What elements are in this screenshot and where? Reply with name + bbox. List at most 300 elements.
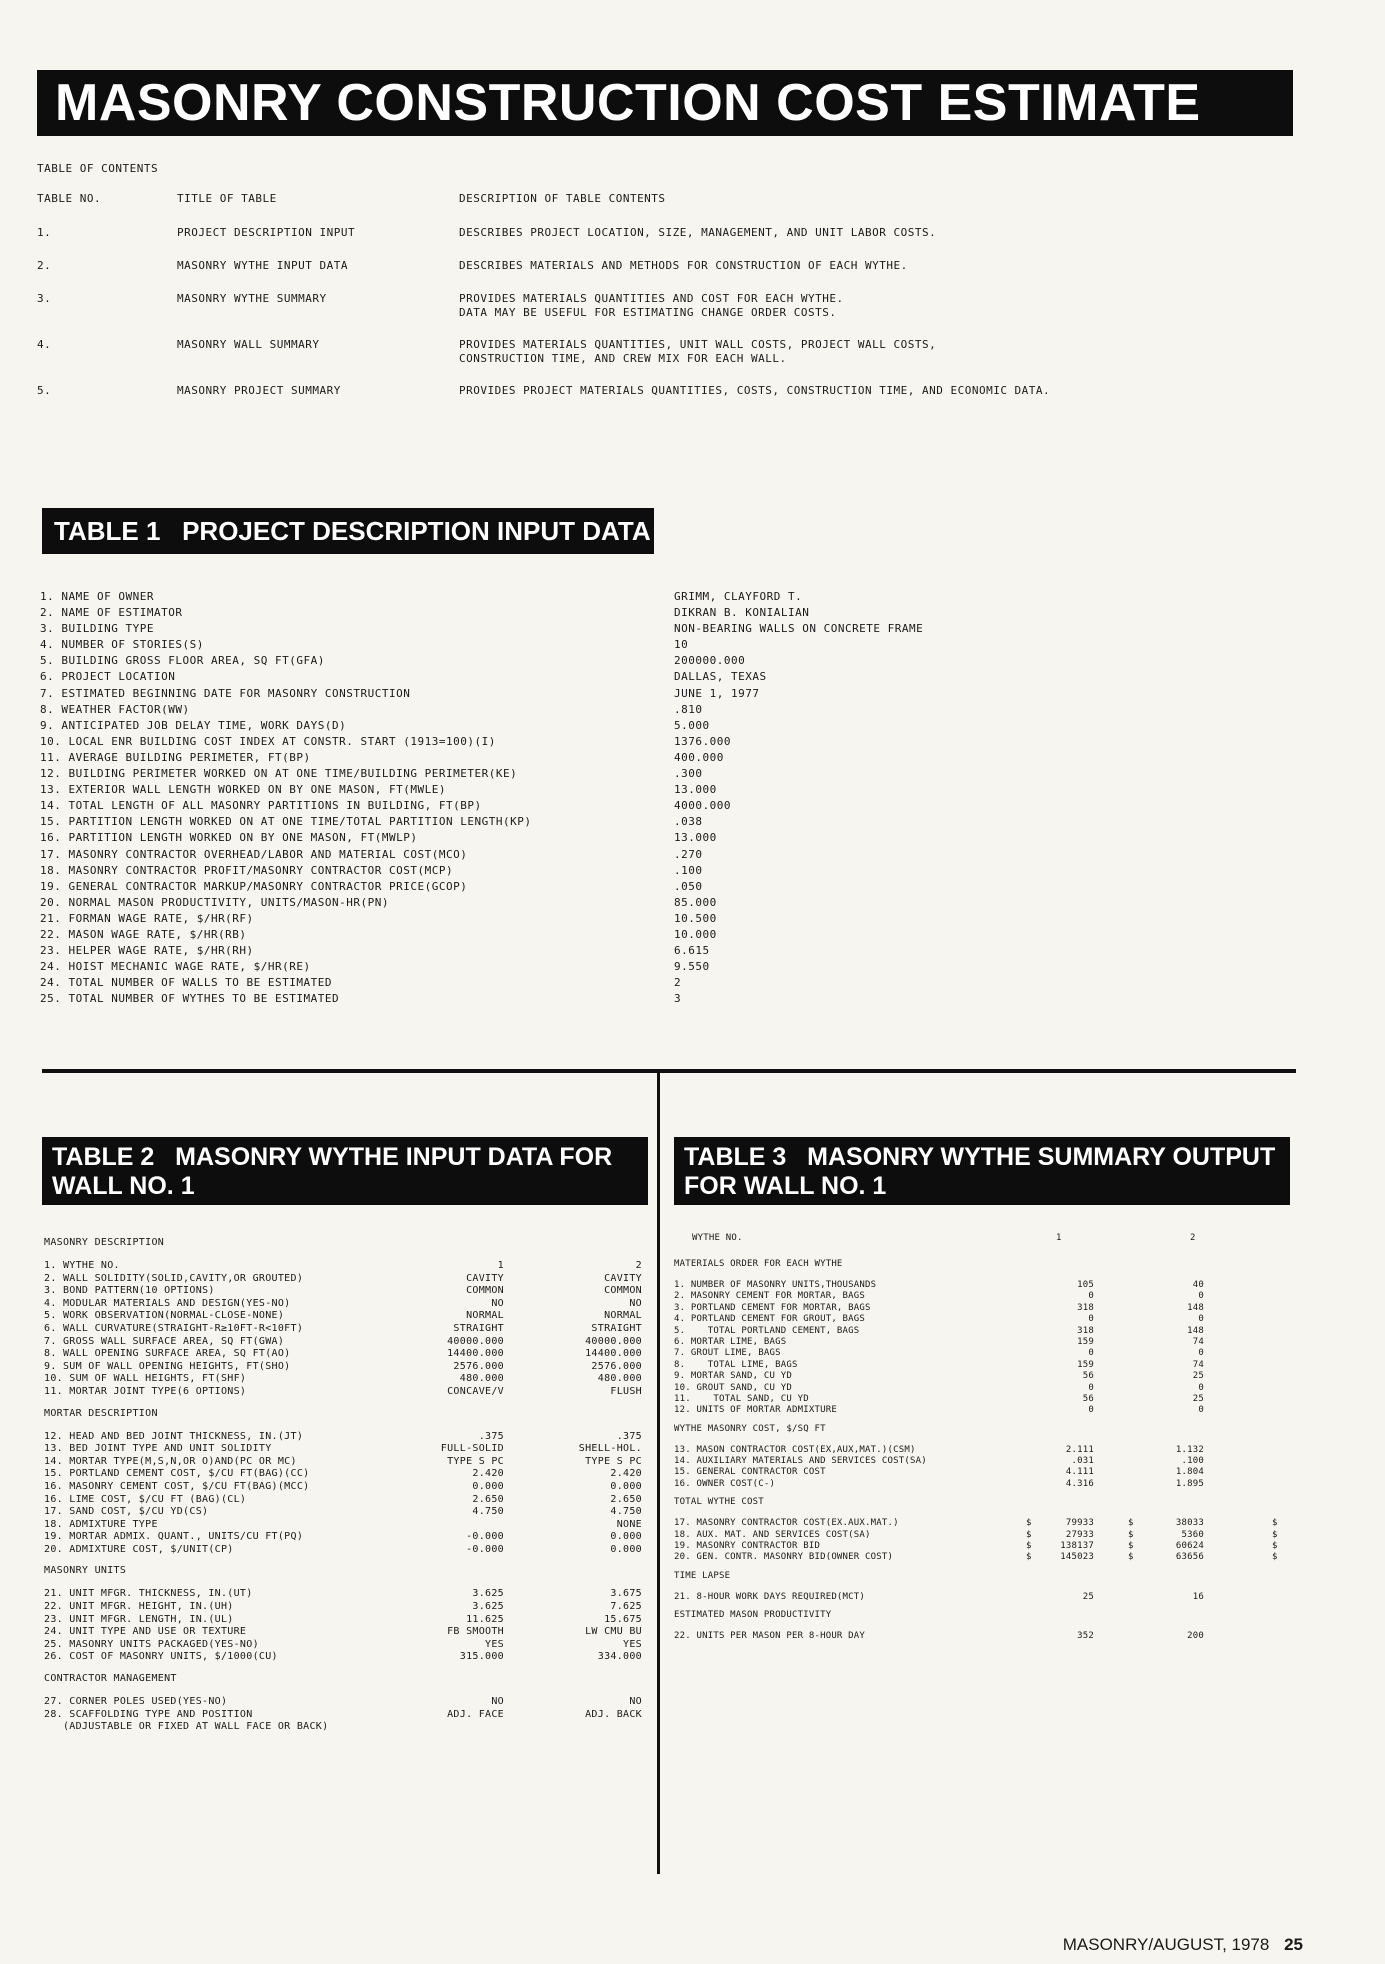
table3-value-wythe2: 1.132	[1175, 1444, 1204, 1455]
table3-section-title: TIME LAPSE	[674, 1570, 731, 1581]
table1-label: 15. PARTITION LENGTH WORKED ON AT ONE TIME/TOTAL PARTITION LENGTH(KP)	[40, 815, 532, 829]
table2-value-wythe1: 1	[497, 1260, 504, 1271]
table2-row	[44, 1614, 644, 1627]
toc-desc-line: PROVIDES MATERIALS QUANTITIES AND COST FOR EACH WYTHE.	[459, 292, 844, 305]
table3-dollar: $	[1128, 1552, 1134, 1563]
toc-row	[37, 384, 1297, 414]
table1-label: 19. GENERAL CONTRACTOR MARKUP/MASONRY CONTRACTOR PRICE(GCOP)	[40, 879, 468, 893]
table2-value-wythe2: YES	[623, 1638, 642, 1650]
table3-row	[674, 1530, 1294, 1541]
table3-value-wythe2: 74	[1192, 1359, 1204, 1370]
table3-value-wythe2: 40	[1192, 1280, 1204, 1290]
table1-row	[40, 687, 1040, 703]
table3-value-wythe1: 0	[1088, 1382, 1094, 1393]
table1-value: 10.000	[674, 927, 717, 941]
table2-label: 15. PORTLAND CEMENT COST, $/CU FT(BAG)(CC)	[44, 1468, 310, 1480]
table2-row	[44, 1431, 644, 1444]
table1-value: .810	[674, 702, 703, 716]
table2-row	[44, 1336, 644, 1349]
table2-value-wythe1: NO	[491, 1696, 504, 1708]
table2-label: 7. GROSS WALL SURFACE AREA, SQ FT(GWA)	[44, 1335, 285, 1347]
table1-row	[40, 703, 1040, 719]
table2-row	[44, 1310, 644, 1323]
table3-row	[674, 1280, 1294, 1291]
table2-value-wythe2: .375	[616, 1430, 642, 1442]
toc-title: PROJECT DESCRIPTION INPUT	[177, 226, 356, 239]
table2-value-wythe2: SHELL-HOL.	[578, 1443, 642, 1455]
table2-label: 16. LIME COST, $/CU FT (BAG)(CL)	[44, 1493, 247, 1505]
table2-label: 5. WORK OBSERVATION(NORMAL-CLOSE-NONE)	[44, 1310, 285, 1322]
table2-header-line2: WALL NO. 1	[52, 1172, 195, 1200]
table3-value-wythe1: 0	[1088, 1405, 1094, 1416]
table2-value-wythe1: CONCAVE/V	[447, 1385, 504, 1397]
table3-value-wythe2: 1.804	[1175, 1467, 1204, 1478]
toc-no: 1.	[37, 226, 52, 239]
table2-value-wythe1: 315.000	[459, 1651, 504, 1663]
table1-label: 10. LOCAL ENR BUILDING COST INDEX AT CONSTR. START (1913=100)(I)	[40, 734, 496, 748]
table2-section-title: CONTRACTOR MANAGEMENT	[44, 1673, 177, 1685]
table3-label: 17. MASONRY CONTRACTOR COST(EX.AUX.MAT.)	[674, 1518, 899, 1529]
table2-row	[44, 1531, 644, 1544]
table2-header	[42, 1137, 648, 1205]
table1-label: 17. MASONRY CONTRACTOR OVERHEAD/LABOR AND MATERIAL COST(MCO)	[40, 847, 468, 861]
table2-row	[44, 1601, 644, 1614]
table1-label: 2. NAME OF ESTIMATOR	[40, 606, 183, 620]
table2-row	[44, 1494, 644, 1507]
table3-dollar: $	[1272, 1529, 1278, 1540]
table1-row	[40, 590, 1040, 606]
table3-row	[674, 1337, 1294, 1348]
table3-row	[674, 1479, 1294, 1490]
table1-row	[40, 719, 1040, 735]
table1-row	[40, 654, 1040, 670]
table3-label: 5. TOTAL PORTLAND CEMENT, BAGS	[674, 1325, 860, 1336]
table3-row	[674, 1303, 1294, 1314]
table2-value-wythe1: ADJ. FACE	[447, 1708, 504, 1720]
table2-row	[44, 1456, 644, 1469]
table2-value-wythe2: 480.000	[597, 1373, 642, 1385]
toc-title: MASONRY WYTHE SUMMARY	[177, 292, 327, 305]
table2-value-wythe1: NORMAL	[466, 1310, 504, 1322]
toc-desc-line: CONSTRUCTION TIME, AND CREW MIX FOR EACH WALL.	[459, 352, 787, 365]
table3-value-wythe2: 0	[1198, 1405, 1204, 1416]
table3-value-wythe2: 200	[1187, 1631, 1204, 1642]
toc-desc: DESCRIBES PROJECT LOCATION, SIZE, MANAGEMENT, AND UNIT LABOR COSTS.	[459, 226, 937, 239]
table2-label: 25. MASONRY UNITS PACKAGED(YES-NO)	[44, 1638, 259, 1650]
table1-value: 13.000	[674, 831, 717, 845]
main-title: MASONRY CONSTRUCTION COST ESTIMATE	[37, 70, 1293, 136]
table1-value: DIKRAN B. KONIALIAN	[674, 606, 810, 620]
table1-row	[40, 831, 1040, 847]
table3-wythe-header	[674, 1232, 1294, 1258]
toc-no: 5.	[37, 384, 52, 397]
table3-dollar: $	[1272, 1518, 1278, 1529]
table3-row	[674, 1467, 1294, 1478]
table1-label: 21. FORMAN WAGE RATE, $/HR(RF)	[40, 911, 254, 925]
toc-desc	[459, 292, 844, 320]
table1-row	[40, 976, 1040, 992]
table2-row	[44, 1285, 644, 1298]
toc-no: 3.	[37, 292, 52, 305]
toc-title: MASONRY PROJECT SUMMARY	[177, 384, 341, 397]
table2-value-wythe1: 2.650	[472, 1493, 504, 1505]
table2-label: 22. UNIT MFGR. HEIGHT, IN.(UH)	[44, 1601, 234, 1613]
table2-value-wythe1: FB SMOOTH	[447, 1626, 504, 1638]
table3-value-wythe1: 159	[1077, 1359, 1094, 1370]
table1-label: 20. NORMAL MASON PRODUCTIVITY, UNITS/MASON-HR(PN)	[40, 895, 390, 909]
table2-row	[44, 1260, 644, 1273]
table1-row	[40, 928, 1040, 944]
toc-no: 4.	[37, 338, 52, 351]
table1-label: 4. NUMBER OF STORIES(S)	[40, 638, 204, 652]
table1-value: 200000.000	[674, 654, 746, 668]
table1-value: .270	[674, 847, 703, 861]
table3-value-wythe1: 0	[1088, 1348, 1094, 1359]
table2-value-wythe2: ADJ. BACK	[585, 1708, 642, 1720]
table3-value-wythe2: 25	[1192, 1393, 1204, 1404]
toc-title: MASONRY WYTHE INPUT DATA	[177, 259, 348, 272]
table3-row	[674, 1405, 1294, 1416]
table2-row	[44, 1696, 644, 1709]
table3-dollar: $	[1272, 1552, 1278, 1563]
table2-value-wythe1: 4.750	[472, 1506, 504, 1518]
table1-label: 24. TOTAL NUMBER OF WALLS TO BE ESTIMATED	[40, 976, 333, 990]
table1-value: 1376.000	[674, 734, 731, 748]
table1-row	[40, 880, 1040, 896]
table3-row	[674, 1541, 1294, 1552]
table2-row	[44, 1626, 644, 1639]
table2-value-wythe1: COMMON	[466, 1285, 504, 1297]
table2-label: 19. MORTAR ADMIX. QUANT., UNITS/CU FT(PQ)	[44, 1531, 304, 1543]
table2-value-wythe1: NO	[491, 1297, 504, 1309]
table2-header-line1: TABLE 2 MASONRY WYTHE INPUT DATA FOR	[52, 1143, 613, 1171]
table2-row	[44, 1348, 644, 1361]
table2-row	[44, 1468, 644, 1481]
table3-dollar: $	[1026, 1552, 1032, 1563]
table3-value-wythe2: 1.895	[1175, 1478, 1204, 1489]
table2-value-wythe2: 3.675	[610, 1588, 642, 1600]
table2-label: 20. ADMIXTURE COST, $/UNIT(CP)	[44, 1543, 234, 1555]
table3-dollar: $	[1026, 1529, 1032, 1540]
table3-label: 3. PORTLAND CEMENT FOR MORTAR, BAGS	[674, 1302, 871, 1313]
table1-label: 8. WEATHER FACTOR(WW)	[40, 702, 190, 716]
table1-label: 7. ESTIMATED BEGINNING DATE FOR MASONRY CONSTRUCTION	[40, 686, 411, 700]
table3-value-wythe1: 145023	[1060, 1552, 1094, 1563]
table1-row	[40, 944, 1040, 960]
table3-header-line2: FOR WALL NO. 1	[684, 1172, 887, 1200]
table3-value-wythe1: 138137	[1060, 1541, 1094, 1552]
table2-value-wythe1: 2.420	[472, 1468, 504, 1480]
table2-value-wythe2: COMMON	[604, 1285, 642, 1297]
table2-value-wythe1: -0.000	[466, 1531, 504, 1543]
table2-body	[44, 1236, 644, 1734]
table1-value: GRIMM, CLAYFORD T.	[674, 590, 803, 603]
table2-value-wythe1: CAVITY	[466, 1272, 504, 1284]
table1-row	[40, 606, 1040, 622]
table1-value: 5.000	[674, 718, 710, 732]
table1-label: 16. PARTITION LENGTH WORKED ON BY ONE MASON, FT(MWLP)	[40, 831, 418, 845]
table1-value: .038	[674, 815, 703, 829]
table2-value-wythe2: 15.675	[604, 1613, 642, 1625]
table3-label: 22. UNITS PER MASON PER 8-HOUR DAY	[674, 1631, 866, 1642]
page-footer	[1063, 1935, 1303, 1955]
table2-label: 1. WYTHE NO.	[44, 1260, 120, 1271]
table3-row	[674, 1326, 1294, 1337]
table2-row	[44, 1298, 644, 1311]
table3-header	[674, 1137, 1290, 1205]
table2-section-title: MORTAR DESCRIPTION	[44, 1407, 158, 1419]
table2-label: 24. UNIT TYPE AND USE OR TEXTURE	[44, 1626, 247, 1638]
table1-value: 13.000	[674, 783, 717, 797]
table3-label: 2. MASONRY CEMENT FOR MORTAR, BAGS	[674, 1291, 866, 1302]
table3-row	[674, 1518, 1294, 1529]
table3-value-wythe2: 5360	[1181, 1529, 1204, 1540]
table2-value-wythe2: 0.000	[610, 1531, 642, 1543]
table3-label: 19. MASONRY CONTRACTOR BID	[674, 1541, 821, 1552]
table3-value-wythe1: 56	[1082, 1393, 1094, 1404]
table2-value-wythe2: NO	[629, 1696, 642, 1708]
table1-label: 9. ANTICIPATED JOB DELAY TIME, WORK DAYS(D)	[40, 718, 347, 732]
table3-value-wythe2: 0	[1198, 1382, 1204, 1393]
table1-value: 85.000	[674, 895, 717, 909]
table2-row	[44, 1481, 644, 1494]
table3-wythe-col: 2	[1190, 1233, 1196, 1243]
toc-col-no: TABLE NO.	[37, 192, 102, 205]
table3-label: 8. TOTAL LIME, BAGS	[674, 1359, 798, 1370]
table3-body	[674, 1232, 1294, 1643]
toc-row	[37, 292, 1297, 338]
table2-value-wythe1: FULL-SOLID	[440, 1443, 504, 1455]
table2-row	[44, 1506, 644, 1519]
table3-value-wythe1: 105	[1077, 1280, 1094, 1290]
table3-row	[674, 1552, 1294, 1563]
table3-dollar: $	[1026, 1518, 1032, 1529]
table2-label: 4. MODULAR MATERIALS AND DESIGN(YES-NO)	[44, 1297, 291, 1309]
table3-label: 14. AUXILIARY MATERIALS AND SERVICES COST(SA)	[674, 1456, 927, 1467]
table2-value-wythe2: CAVITY	[604, 1272, 642, 1284]
table2-value-wythe2: 4.750	[610, 1506, 642, 1518]
table3-section-title: TOTAL WYTHE COST	[674, 1497, 764, 1508]
table2-row	[44, 1544, 644, 1557]
table3-label: 15. GENERAL CONTRACTOR COST	[674, 1467, 826, 1478]
table2-label: 26. COST OF MASONRY UNITS, $/1000(CU)	[44, 1651, 278, 1663]
table3-row	[674, 1360, 1294, 1371]
table3-label: 18. AUX. MAT. AND SERVICES COST(SA)	[674, 1529, 871, 1540]
table1-row	[40, 799, 1040, 815]
table1-row	[40, 912, 1040, 928]
table2-value-wythe1: 40000.000	[447, 1335, 504, 1347]
table2-label: 3. BOND PATTERN(10 OPTIONS)	[44, 1285, 215, 1297]
table3-value-wythe2: 0	[1198, 1348, 1204, 1359]
table3-label: 10. GROUT SAND, CU YD	[674, 1382, 792, 1393]
table3-value-wythe2: 148	[1187, 1302, 1204, 1313]
table3-value-wythe2: 63656	[1175, 1552, 1204, 1563]
table2-value-wythe1: 11.625	[466, 1613, 504, 1625]
table2-value-wythe2: NO	[629, 1297, 642, 1309]
table3-value-wythe2: .100	[1181, 1456, 1204, 1467]
table2-value-wythe2: TYPE S PC	[585, 1455, 642, 1467]
table1-value: 10	[674, 638, 689, 652]
table2-value-wythe2: 7.625	[610, 1601, 642, 1613]
table1-value: .100	[674, 863, 703, 877]
table3-dollar: $	[1272, 1541, 1278, 1552]
table3-label: 11. TOTAL SAND, CU YD	[674, 1393, 809, 1404]
table2-row	[44, 1519, 644, 1532]
table2-row	[44, 1709, 644, 1722]
table1-label: 14. TOTAL LENGTH OF ALL MASONRY PARTITIONS IN BUILDING, FT(BP)	[40, 799, 482, 813]
table3-label: 7. GROUT LIME, BAGS	[674, 1348, 781, 1359]
table3-section-title: ESTIMATED MASON PRODUCTIVITY	[674, 1610, 832, 1621]
table1-row	[40, 638, 1040, 654]
table1-label: 18. MASONRY CONTRACTOR PROFIT/MASONRY CONTRACTOR COST(MCP)	[40, 863, 454, 877]
table2-row	[44, 1639, 644, 1652]
table1-row	[40, 815, 1040, 831]
toc-row	[37, 226, 1297, 259]
table1-value: 9.550	[674, 960, 710, 974]
table2-label: 6. WALL CURVATURE(STRAIGHT-R≥10FT-R<10FT)	[44, 1322, 304, 1334]
table1-value: 4000.000	[674, 799, 731, 813]
table2-row	[44, 1588, 644, 1601]
table1-value: 10.500	[674, 911, 717, 925]
table2-value-wythe2: 2.650	[610, 1493, 642, 1505]
table2-value-wythe2: 2.420	[610, 1468, 642, 1480]
table3-label: 4. PORTLAND CEMENT FOR GROUT, BAGS	[674, 1314, 866, 1325]
table3-row	[674, 1383, 1294, 1394]
table3-value-wythe2: 0	[1198, 1314, 1204, 1325]
table1-body	[40, 590, 1040, 1008]
table3-value-wythe1: 25	[1082, 1591, 1094, 1602]
toc-no: 2.	[37, 259, 52, 272]
toc-heading: TABLE OF CONTENTS	[37, 162, 159, 175]
table3-row	[674, 1348, 1294, 1359]
table2-section-title: MASONRY UNITS	[44, 1565, 127, 1577]
table3-section-title: MATERIALS ORDER FOR EACH WYTHE	[674, 1259, 843, 1269]
table1-value: .050	[674, 879, 703, 893]
table3-value-wythe2: 60624	[1175, 1541, 1204, 1552]
page-number: 25	[1284, 1935, 1303, 1954]
table1-header: TABLE 1 PROJECT DESCRIPTION INPUT DATA	[42, 508, 654, 554]
table2-row	[44, 1651, 644, 1664]
table3-value-wythe1: 318	[1077, 1302, 1094, 1313]
table2-value-wythe2: NORMAL	[604, 1310, 642, 1322]
table3-value-wythe1: 0	[1088, 1291, 1094, 1302]
table2-value-wythe2: 0.000	[610, 1480, 642, 1492]
table2-row	[44, 1443, 644, 1456]
table2-label: 12. HEAD AND BED JOINT THICKNESS, IN.(JT)	[44, 1430, 304, 1442]
table1-label: 3. BUILDING TYPE	[40, 622, 154, 636]
table3-value-wythe2: 74	[1192, 1336, 1204, 1347]
section-divider	[42, 1069, 1296, 1073]
table1-label: 1. NAME OF OWNER	[40, 590, 154, 603]
table1-row	[40, 896, 1040, 912]
table3-value-wythe1: 27933	[1065, 1529, 1094, 1540]
toc-desc-line: PROVIDES MATERIALS QUANTITIES, UNIT WALL COSTS, PROJECT WALL COSTS,	[459, 338, 937, 351]
table3-label: 1. NUMBER OF MASONRY UNITS,THOUSANDS	[674, 1280, 877, 1290]
table2-value-wythe1: 3.625	[472, 1588, 504, 1600]
table2-label: 17. SAND COST, $/CU YD(CS)	[44, 1506, 209, 1518]
table2-value-wythe2: 2	[635, 1260, 642, 1271]
table1-label: 5. BUILDING GROSS FLOOR AREA, SQ FT(GFA)	[40, 654, 325, 668]
table2-label: 2. WALL SOLIDITY(SOLID,CAVITY,OR GROUTED)	[44, 1272, 304, 1284]
toc-desc: DESCRIBES MATERIALS AND METHODS FOR CONSTRUCTION OF EACH WYTHE.	[459, 259, 908, 272]
footer-magazine: MASONRY/AUGUST, 1978	[1062, 1935, 1270, 1954]
table2-row	[44, 1361, 644, 1374]
table3-label: 13. MASON CONTRACTOR COST(EX,AUX,MAT.)(CSM)	[674, 1444, 916, 1455]
table2-value-wythe1: STRAIGHT	[453, 1322, 504, 1334]
table2-label: 14. MORTAR TYPE(M,S,N,OR O)AND(PC OR MC)	[44, 1455, 297, 1467]
table3-value-wythe1: 4.316	[1065, 1478, 1094, 1489]
table2-label: 9. SUM OF WALL OPENING HEIGHTS, FT(SHO)	[44, 1360, 291, 1372]
table3-header-line1: TABLE 3 MASONRY WYTHE SUMMARY OUTPUT	[684, 1143, 1276, 1171]
table3-row	[674, 1445, 1294, 1456]
table3-row	[674, 1456, 1294, 1467]
table3-row	[674, 1291, 1294, 1302]
table3-dollar: $	[1026, 1541, 1032, 1552]
table1-label: 12. BUILDING PERIMETER WORKED ON AT ONE TIME/BUILDING PERIMETER(KE)	[40, 767, 518, 781]
table1-value: .300	[674, 767, 703, 781]
toc-col-title: TITLE OF TABLE	[177, 192, 277, 205]
table3-label: 20. GEN. CONTR. MASONRY BID(OWNER COST)	[674, 1552, 894, 1563]
table3-value-wythe1: 2.111	[1065, 1444, 1094, 1455]
table1-value: 400.000	[674, 750, 724, 764]
table1-label: 6. PROJECT LOCATION	[40, 670, 176, 684]
table2-value-wythe2: 334.000	[597, 1651, 642, 1663]
table3-dollar: $	[1128, 1541, 1134, 1552]
table3-label: 21. 8-HOUR WORK DAYS REQUIRED(MCT)	[674, 1591, 866, 1602]
table3-value-wythe1: 159	[1077, 1336, 1094, 1347]
table1-label: 22. MASON WAGE RATE, $/HR(RB)	[40, 927, 247, 941]
toc-desc-line: DATA MAY BE USEFUL FOR ESTIMATING CHANGE ORDER COSTS.	[459, 306, 837, 319]
table-of-contents	[37, 192, 1297, 414]
table2-label: 27. CORNER POLES USED(YES-NO)	[44, 1696, 228, 1708]
table3-value-wythe1: 318	[1077, 1325, 1094, 1336]
table2-value-wythe1: 14400.000	[447, 1348, 504, 1360]
table1-row	[40, 960, 1040, 976]
table2-label: 18. ADMIXTURE TYPE	[44, 1518, 158, 1530]
table2-label: 11. MORTAR JOINT TYPE(6 OPTIONS)	[44, 1385, 247, 1397]
table2-value-wythe2: STRAIGHT	[591, 1322, 642, 1334]
table1-row	[40, 783, 1040, 799]
table3-row	[674, 1394, 1294, 1405]
table2-value-wythe1: 0.000	[472, 1480, 504, 1492]
table3-wythe-col: 1	[1056, 1233, 1062, 1243]
table2-label: 13. BED JOINT TYPE AND UNIT SOLIDITY	[44, 1443, 272, 1455]
table3-value-wythe2: 16	[1192, 1591, 1204, 1602]
table1-row	[40, 992, 1040, 1008]
table1-row	[40, 751, 1040, 767]
table1-label: 24. HOIST MECHANIC WAGE RATE, $/HR(RE)	[40, 960, 311, 974]
table3-value-wythe1: 79933	[1065, 1518, 1094, 1529]
table3-row	[674, 1371, 1294, 1382]
table2-row	[44, 1373, 644, 1386]
table3-value-wythe2: 148	[1187, 1325, 1204, 1336]
table3-value-wythe1: 4.111	[1065, 1467, 1094, 1478]
toc-row	[37, 338, 1297, 384]
table2-value-wythe1: 480.000	[459, 1373, 504, 1385]
table1-value: DALLAS, TEXAS	[674, 670, 767, 684]
table2-value-wythe2: LW CMU BU	[585, 1626, 642, 1638]
table3-section-title: WYTHE MASONRY COST, $/SQ FT	[674, 1423, 826, 1434]
table2-value-wythe1: 2576.000	[453, 1360, 504, 1372]
table1-label: 11. AVERAGE BUILDING PERIMETER, FT(BP)	[40, 750, 311, 764]
table3-label: 16. OWNER COST(C-)	[674, 1478, 776, 1489]
table3-wythe-label: WYTHE NO.	[692, 1233, 743, 1243]
table2-label: 16. MASONRY CEMENT COST, $/CU FT(BAG)(MCC)	[44, 1480, 310, 1492]
table2-row	[44, 1273, 644, 1286]
toc-desc: PROVIDES PROJECT MATERIALS QUANTITIES, COSTS, CONSTRUCTION TIME, AND ECONOMIC DATA.	[459, 384, 1051, 397]
table2-label: 28. SCAFFOLDING TYPE AND POSITION	[44, 1708, 253, 1720]
table3-value-wythe1: 352	[1077, 1631, 1094, 1642]
